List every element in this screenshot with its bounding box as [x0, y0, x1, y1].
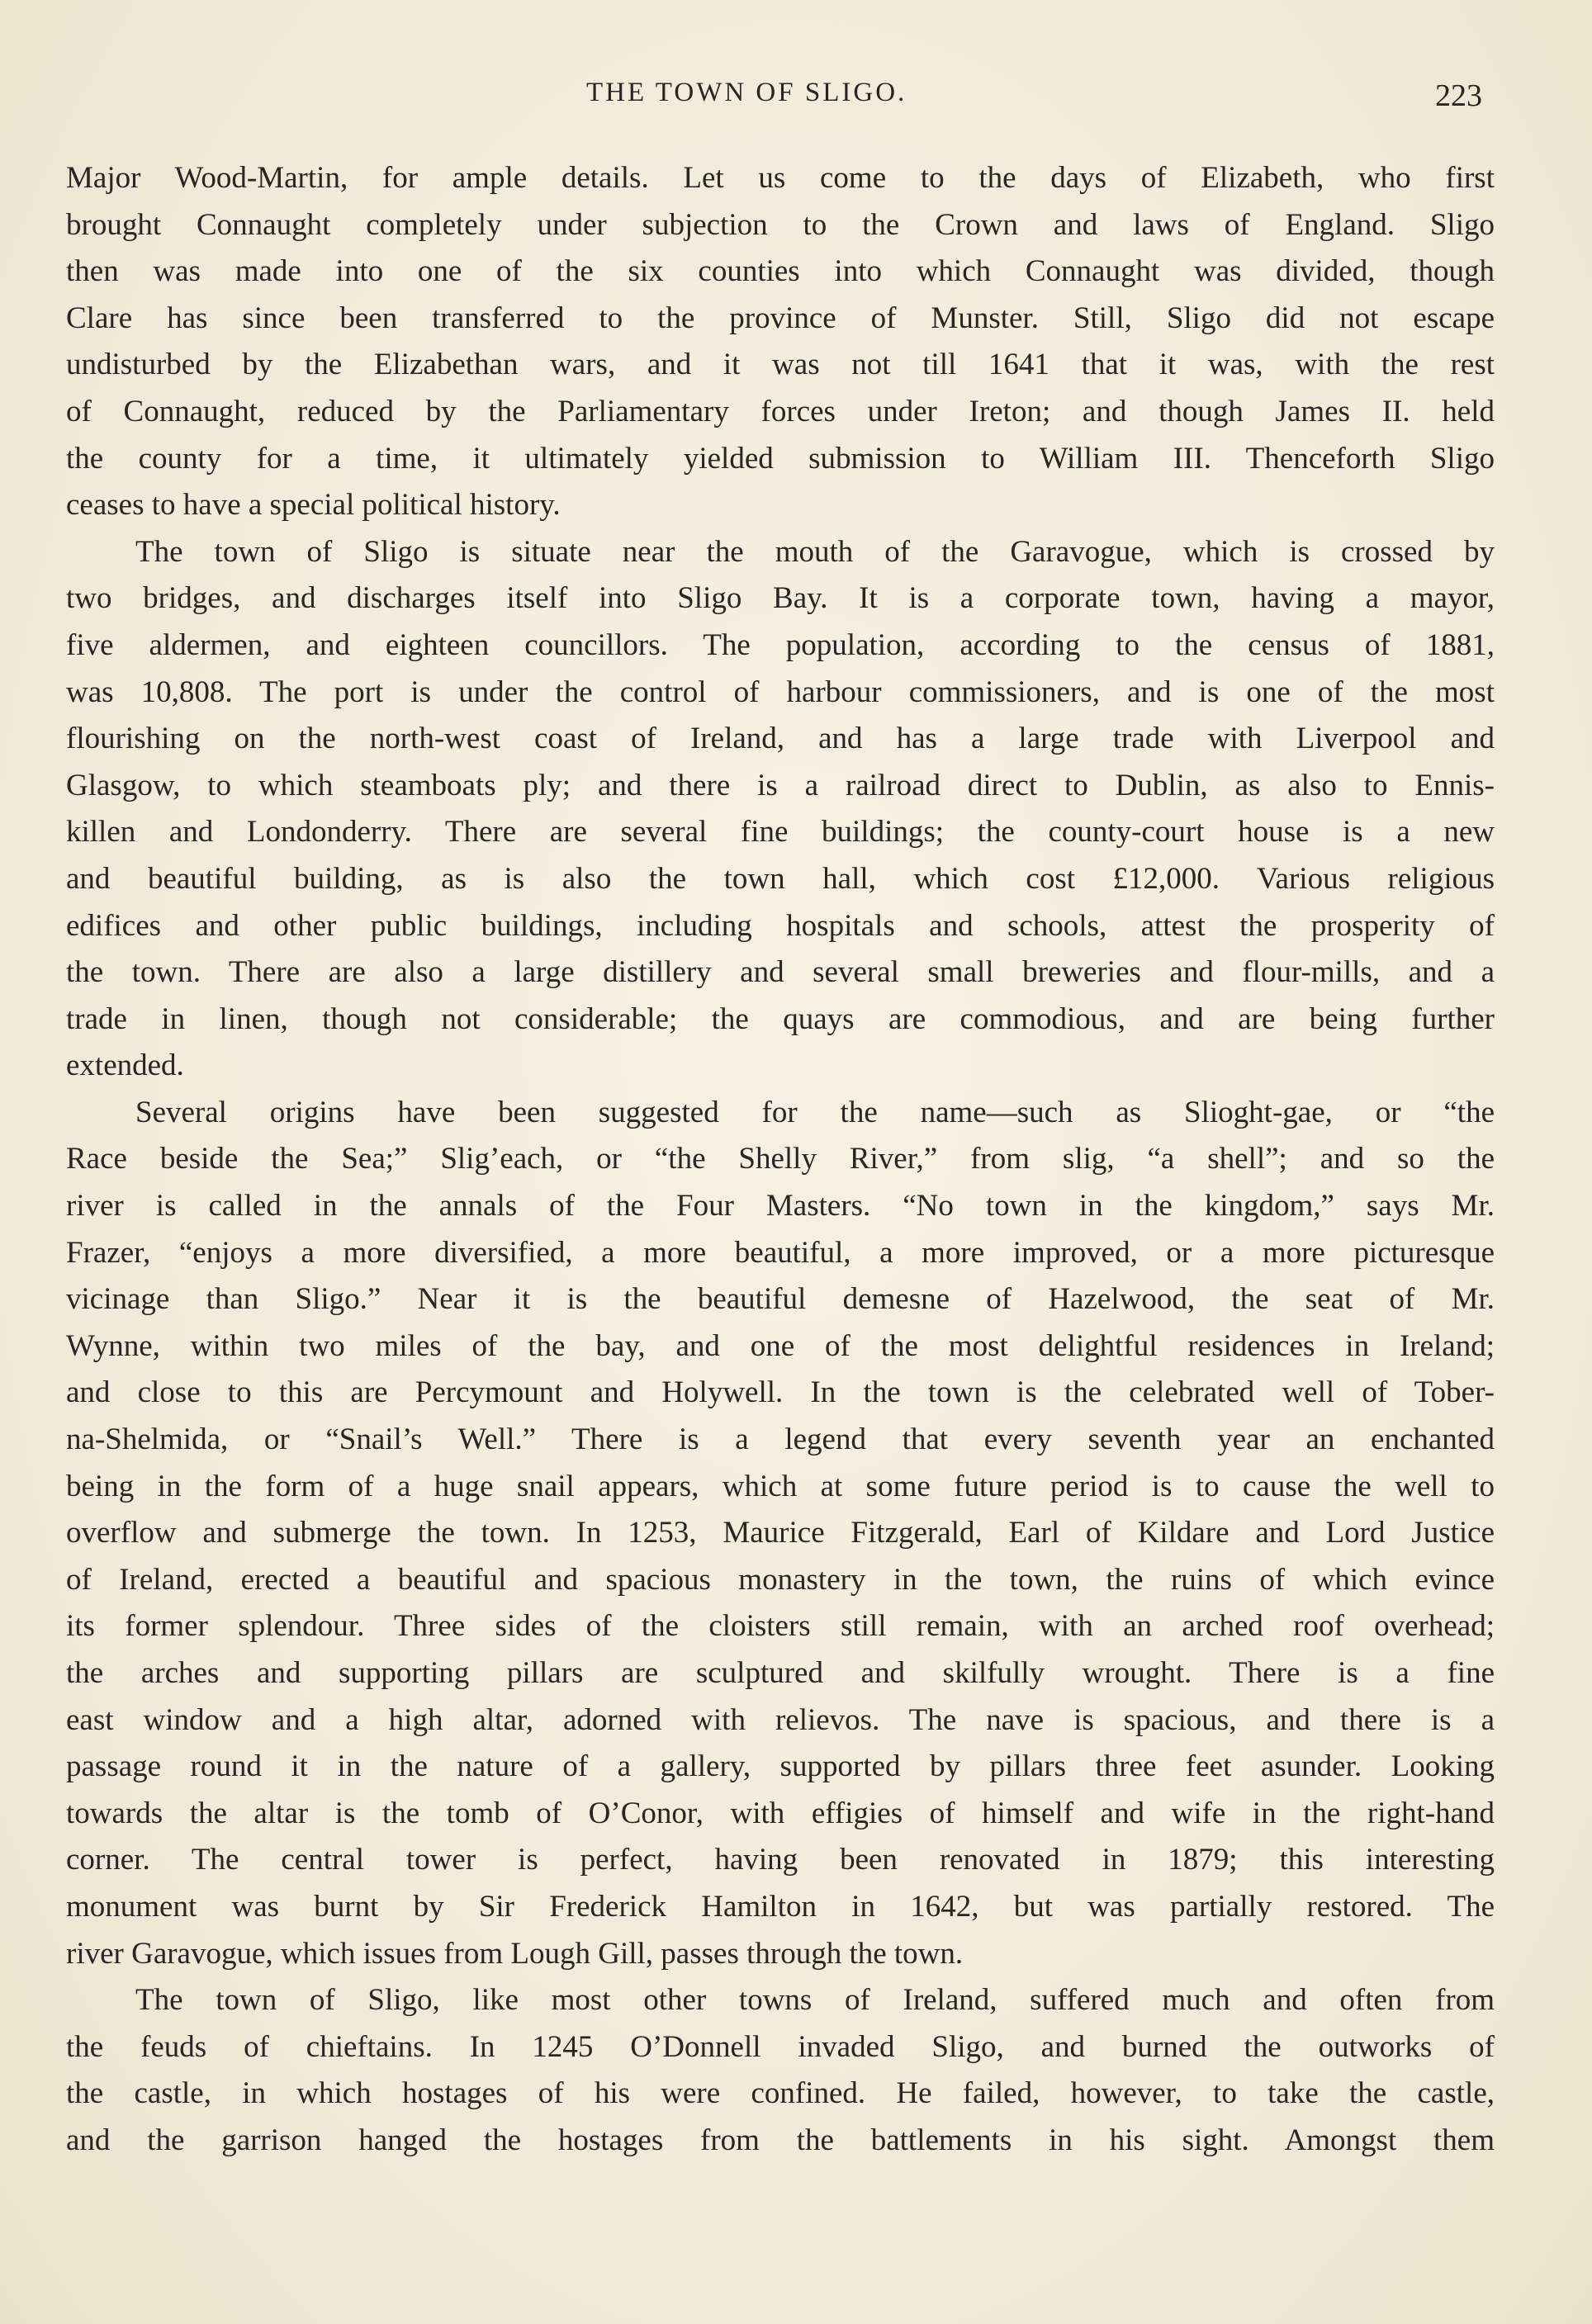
text-line: and beautiful building, as is also the town hall, which cost £12,000. Various religious [66, 861, 1495, 896]
body-text [66, 155, 1495, 2165]
text-line: of Connaught, reduced by the Parliamentary forces under Ireton; and though James II. held [66, 394, 1495, 428]
paragraph-end-line: extended. [66, 1048, 184, 1083]
running-title: THE TOWN OF SLIGO. [586, 78, 907, 107]
text-line: five aldermen, and eighteen councillors. The population, according to the census of 1881, [66, 627, 1495, 662]
text-line: vicinage than Sligo.” Near it is the beautiful demesne of Hazelwood, the seat of Mr. [66, 1282, 1495, 1317]
text-line: na-Shelmida, or “Snail’s Well.” There is a legend that every seventh year an enchanted [66, 1422, 1495, 1457]
paragraph-end-line: ceases to have a special political history. [66, 488, 561, 523]
paragraph-first-line: The town of Sligo is situate near the mouth of the Garavogue, which is crossed by [135, 534, 1495, 569]
text-line: corner. The central tower is perfect, having been renovated in 1879; this interesting [66, 1843, 1495, 1877]
text-line: trade in linen, though not considerable; the quays are commodious, and are being further [66, 1001, 1495, 1036]
text-line: of Ireland, erected a beautiful and spacious monastery in the town, the ruins of which evince [66, 1562, 1495, 1597]
text-line: then was made into one of the six counties into which Connaught was divided, though [66, 254, 1495, 289]
paragraph-first-line: The town of Sligo, like most other towns of Ireland, suffered much and often from [135, 1983, 1495, 2018]
text-line: monument was burnt by Sir Frederick Hamilton in 1642, but was partially restored. The [66, 1889, 1495, 1924]
text-line: Wynne, within two miles of the bay, and one of the most delightful residences in Ireland; [66, 1328, 1495, 1363]
text-line: Clare has since been transferred to the province of Munster. Still, Sligo did not escape [66, 301, 1495, 335]
text-line: and the garrison hanged the hostages from the battlements in his sight. Amongst them [66, 2123, 1495, 2157]
running-head [0, 73, 1592, 112]
text-line: two bridges, and discharges itself into Sligo Bay. It is a corporate town, having a mayor, [66, 581, 1495, 616]
text-line: east window and a high altar, adorned with relievos. The nave is spacious, and there is a [66, 1702, 1495, 1737]
paragraph-end-line: river Garavogue, which issues from Lough Gill, passes through the town. [66, 1936, 964, 1971]
text-line: river is called in the annals of the Four Masters. “No town in the kingdom,” says Mr. [66, 1189, 1495, 1224]
text-line: the castle, in which hostages of his were confined. He failed, however, to take the castle, [66, 2076, 1495, 2111]
text-line: killen and Londonderry. There are several fine buildings; the county-court house is a new [66, 815, 1495, 850]
text-line: Major Wood-Martin, for ample details. Let us come to the days of Elizabeth, who first [66, 161, 1495, 195]
text-line: the county for a time, it ultimately yielded submission to William III. Thenceforth Sligo [66, 441, 1495, 476]
text-line: and close to this are Percymount and Holywell. In the town is the celebrated well of Tober- [66, 1375, 1495, 1410]
text-line: passage round it in the nature of a gallery, supported by pillars three feet asunder. Looking [66, 1749, 1495, 1784]
text-line: towards the altar is the tomb of O’Conor, with effigies of himself and wife in the right-hand [66, 1796, 1495, 1830]
text-line: was 10,808. The port is under the control of harbour commissioners, and is one of the most [66, 674, 1495, 709]
text-line: the town. There are also a large distillery and several small breweries and flour-mills, and a [66, 955, 1495, 990]
text-line: the arches and supporting pillars are sculptured and skilfully wrought. There is a fine [66, 1656, 1495, 1690]
text-line: the feuds of chieftains. In 1245 O’Donnell invaded Sligo, and burned the outworks of [66, 2029, 1495, 2064]
text-line: undisturbed by the Elizabethan wars, and it was not till 1641 that it was, with the rest [66, 348, 1495, 382]
page-number: 223 [1435, 78, 1482, 113]
paragraph-first-line: Several origins have been suggested for the name—such as Slioght-gae, or “the [135, 1095, 1495, 1129]
text-line: its former splendour. Three sides of the cloisters still remain, with an arched roof overhead; [66, 1609, 1495, 1644]
text-line: being in the form of a huge snail appears, which at some future period is to cause the well to [66, 1469, 1495, 1503]
text-line: Frazer, “enjoys a more diversified, a more beautiful, a more improved, or a more picturesque [66, 1235, 1495, 1270]
text-line: flourishing on the north-west coast of Ireland, and has a large trade with Liverpool and [66, 722, 1495, 756]
text-line: Glasgow, to which steamboats ply; and there is a railroad direct to Dublin, as also to Ennis- [66, 768, 1495, 802]
text-line: edifices and other public buildings, including hospitals and schools, attest the prosperity of [66, 908, 1495, 943]
text-line: brought Connaught completely under subjection to the Crown and laws of England. Sligo [66, 207, 1495, 242]
text-line: overflow and submerge the town. In 1253, Maurice Fitzgerald, Earl of Kildare and Lord Justice [66, 1516, 1495, 1550]
text-line: Race beside the Sea;” Slig’each, or “the Shelly River,” from slig, “a shell”; and so the [66, 1142, 1495, 1176]
